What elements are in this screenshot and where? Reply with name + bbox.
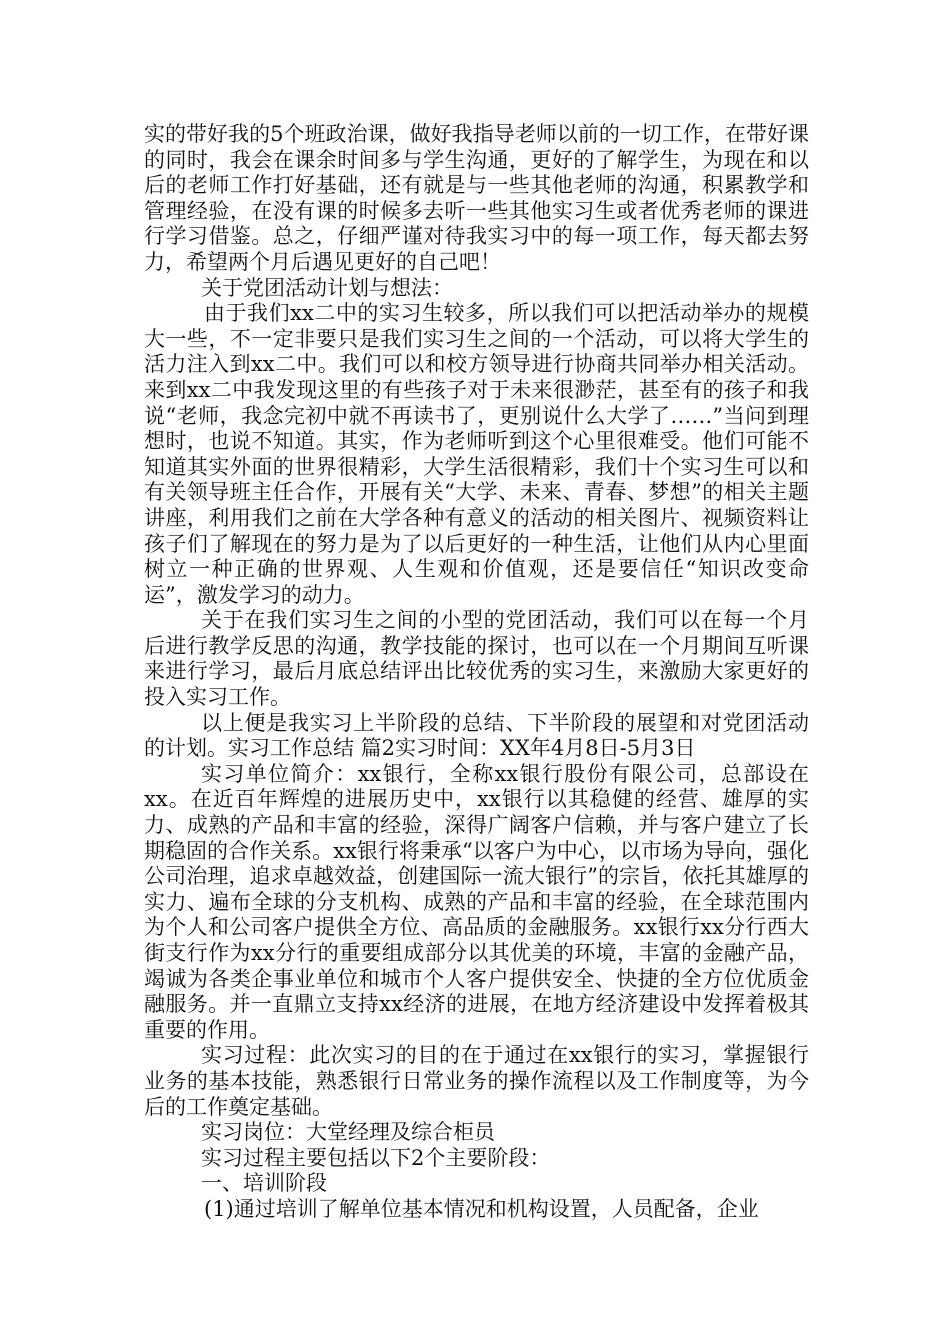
paragraph-internship-process: 实习过程：此次实习的目的在于通过在xx银行的实习，掌握银行业务的基本技能，熟悉银行日常业务的操作流程以及工作制度等，为今后的工作奠定基础。 bbox=[144, 1043, 809, 1119]
document-body bbox=[144, 122, 809, 1223]
paragraph-bank-introduction: 实习单位简介：xx银行，全称xx银行股份有限公司，总部设在xx。在近百年辉煌的进展历史中，xx银行以其稳健的经营、雄厚的实力、成熟的产品和丰富的经验，深得广阔客户信赖，并与客户建立了长期稳固的合作关系。xx银行将秉承“以客户为中心，以市场为导向，强化公司治理，追求卓越效益，创建国际一流大银行”的宗旨，依托其雄厚的实力、遍布全球的分支机构、成熟的产品和丰富的经验，在全球范围内为个人和公司客户提供全方位、高品质的金融服务。xx银行xx分行西大街支行作为xx分行的重要组成部分以其优美的环境，丰富的金融产品，竭诚为各类企事业单位和城市个人客户提供安全、快捷的全方位优质金融服务。并一直鼎立支持xx经济的进展，在地方经济建设中发挥着极其重要的作用。 bbox=[144, 761, 809, 1042]
paragraph-party-activity-plan: 由于我们xx二中的实习生较多，所以我们可以把活动举办的规模大一些，不一定非要只是我们实习生之间的一个活动，可以将大学生的活力注入到xx二中。我们可以和校方领导进行协商共同举办相关活动。来到xx二中我发现这里的有些孩子对于未来很渺茫，甚至有的孩子和我说“老师，我念完初中就不再读书了，更别说什么大学了……”当问到理想时，也说不知道。其实，作为老师听到这个心里很难受。他们可能不知道其实外面的世界很精彩，大学生活很精彩，我们十个实习生可以和有关领导班主任合作，开展有关“大学、未来、青春、梦想”的相关主题讲座，利用我们之前在大学各种有意义的活动的相关图片、视频资料让孩子们了解现在的努力是为了以后更好的一种生活，让他们从内心里面树立一种正确的世界观、人生观和价值观，还是要信任“知识改变命运”，激发学习的动力。 bbox=[144, 301, 809, 607]
paragraph-internship-plan: 实的带好我的5个班政治课，做好我指导老师以前的一切工作，在带好课的同时，我会在课余时间多与学生沟通，更好的了解学生，为现在和以后的老师工作打好基础，还有就是与一些其他老师的沟通，积累教学和管理经验，在没有课的时候多去听一些其他实习生或者优秀老师的课进行学习借鉴。总之，仔细严谨对待我实习中的每一项工作，每天都去努力，希望两个月后遇见更好的自己吧！ bbox=[144, 122, 809, 274]
heading-training-stage: 一、培训阶段 bbox=[201, 1171, 327, 1196]
paragraph-party-activity-heading: 关于党团活动计划与想法： bbox=[201, 275, 453, 300]
paragraph-small-activity: 关于在我们实习生之间的小型的党团活动，我们可以在每一个月后进行教学反思的沟通，教学技能的探讨，也可以在一个月期间互听课来进行学习，最后月底总结评出比较优秀的实习生，来激励大家更好的投入实习工作。 bbox=[144, 608, 809, 710]
paragraph-training-item-1: (1)通过培训了解单位基本情况和机构设置，人员配备，企业 bbox=[204, 1196, 759, 1221]
paragraph-internship-position: 实习岗位：大堂经理及综合柜员 bbox=[201, 1120, 495, 1145]
paragraph-stages-intro: 实习过程主要包括以下2个主要阶段： bbox=[201, 1145, 551, 1170]
paragraph-summary-second-report: 以上便是我实习上半阶段的总结、下半阶段的展望和对党团活动的计划。实习工作总结 篇2实习时间：XX年4月8日-5月3日 bbox=[144, 710, 809, 761]
